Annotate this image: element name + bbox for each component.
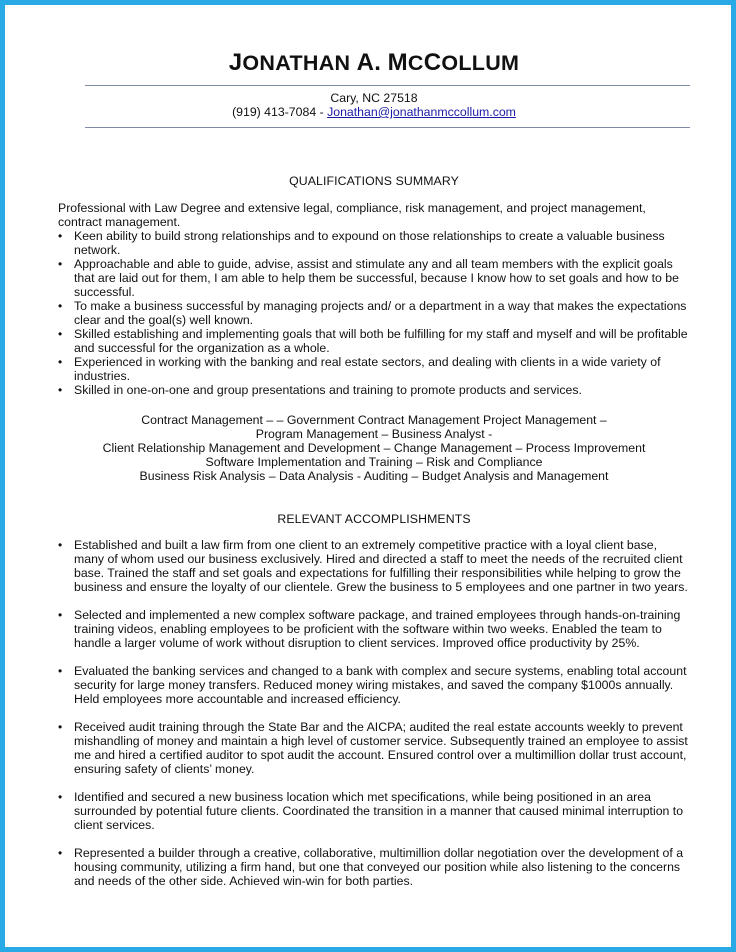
- list-item: [58, 355, 688, 383]
- skills-line: Business Risk Analysis – Data Analysis - Auditing – Budget Analysis and Management: [139, 469, 609, 483]
- candidate-name: [58, 49, 690, 77]
- header-divider-top: [85, 85, 690, 86]
- list-item: [58, 299, 688, 327]
- list-item: [58, 664, 688, 706]
- name-middle: A.: [356, 49, 382, 76]
- bullet-icon: •: [58, 257, 63, 271]
- list-item: [58, 790, 688, 832]
- list-item-text: Identified and secured a new business location which met specifications, while being positioned in an area surrounded by potential future clients. Coordinated the transition in a manner that caused minimal interruption to client services.: [74, 790, 684, 832]
- name-last-part: OLLUM: [441, 51, 520, 75]
- bullet-icon: •: [58, 720, 63, 734]
- list-item: [58, 846, 688, 888]
- qualifications-heading: QUALIFICATIONS SUMMARY: [289, 174, 459, 188]
- phone-number: (919) 413-7084 -: [232, 105, 328, 119]
- list-item-text: Experienced in working with the banking and real estate sectors, and dealing with clients in a wide variety of industries.: [74, 355, 661, 383]
- bullet-icon: •: [58, 299, 63, 313]
- name-first-rest: ONATHAN: [242, 51, 351, 75]
- name-last-part: C: [423, 49, 442, 76]
- accomplishments-list: [58, 538, 688, 902]
- contact-line: [58, 105, 690, 120]
- list-item: [58, 720, 688, 776]
- bullet-icon: •: [58, 229, 63, 243]
- name-initial: J: [228, 49, 243, 76]
- list-item-text: Established and built a law firm from one client to an extremely competitive practice with a loyal client base, many of whom used our business exclusively. Hired and directed a staff to meet the needs of the recruited client base. Trained the staff and set goals and expectations for fulfilling their responsibilities while helping to grow the business and ensure the loyalty of our clientele. Grew the business to 5 employees and one partner in two years.: [74, 538, 688, 594]
- bullet-icon: •: [58, 538, 63, 552]
- bullet-icon: •: [58, 355, 63, 369]
- list-item-text: To make a business successful by managing projects and/ or a department in a way that makes the expectations clear and the goal(s) well known.: [74, 299, 687, 327]
- list-item: [58, 229, 688, 257]
- list-item-text: Evaluated the banking services and changed to a bank with complex and secure systems, enabling total account security for large money transfers. Reduced money wiring mistakes, and saved the company $1000s annually. Held employees more accountable and increased efficiency.: [74, 664, 687, 706]
- skills-block: [58, 413, 690, 483]
- bullet-icon: •: [58, 608, 63, 622]
- name-last-part: M: [387, 49, 408, 76]
- list-item-text: Skilled in one-on-one and group presentations and training to promote products and services.: [74, 383, 582, 397]
- skills-line: Program Management – Business Analyst -: [255, 427, 493, 441]
- skills-line: Client Relationship Management and Development – Change Management – Process Improvement: [102, 441, 646, 455]
- list-item-text: Received audit training through the State Bar and the AICPA; audited the real estate accounts weekly to prevent mishandling of money and maintain a high level of customer service. Subsequently trained an employee to assist me and hired a certified auditor to spot audit the account. Ensured control over a multimillion dollar trust account, ensuring safety of clients’ money.: [74, 720, 688, 776]
- list-item: [58, 538, 688, 594]
- qualifications-list: [58, 229, 688, 397]
- accomplishments-heading: RELEVANT ACCOMPLISHMENTS: [277, 512, 471, 526]
- list-item: [58, 327, 688, 355]
- bullet-icon: •: [58, 383, 63, 397]
- skills-line: Contract Management – – Government Contract Management Project Management –: [141, 413, 607, 427]
- list-item-text: Selected and implemented a new complex software package, and trained employees through hands-on-training training videos, enabling employees to be proficient with the software within two weeks. Enabled the team to handle a larger volume of work without disruption to client services. Improved office productivity by 25%.: [74, 608, 681, 650]
- list-item-text: Approachable and able to guide, advise, assist and stimulate any and all team members with the explicit goals that are laid out for them, I am able to help them be successful, because I know how to set goals and how to be successful.: [74, 257, 679, 299]
- address-line: Cary, NC 27518: [330, 91, 418, 105]
- bullet-icon: •: [58, 846, 63, 860]
- bullet-icon: •: [58, 327, 63, 341]
- qualifications-intro: Professional with Law Degree and extensive legal, compliance, risk management, and project management, contract management.: [58, 201, 646, 229]
- list-item: [58, 257, 688, 299]
- list-item: [58, 383, 688, 397]
- list-item: [58, 608, 688, 650]
- list-item-text: Keen ability to build strong relationships and to expound on those relationships to create a valuable business network.: [74, 229, 665, 257]
- bullet-icon: •: [58, 790, 63, 804]
- name-last-part: C: [407, 51, 424, 75]
- header-divider-bottom: [85, 127, 690, 128]
- email-link[interactable]: Jonathan@jonathanmccollum.com: [327, 105, 516, 119]
- list-item-text: Represented a builder through a creative, collaborative, multimillion dollar negotiation over the development of a housing community, utilizing a firm hand, but one that conveyed our position while also listening to the concerns and needs of the other side. Achieved win-win for both parties.: [74, 846, 684, 888]
- bullet-icon: •: [58, 664, 63, 678]
- skills-line: Software Implementation and Training – Risk and Compliance: [205, 455, 543, 469]
- list-item-text: Skilled establishing and implementing goals that will both be fulfilling for my staff and myself and will be profitable and successful for the organization as a whole.: [74, 327, 688, 355]
